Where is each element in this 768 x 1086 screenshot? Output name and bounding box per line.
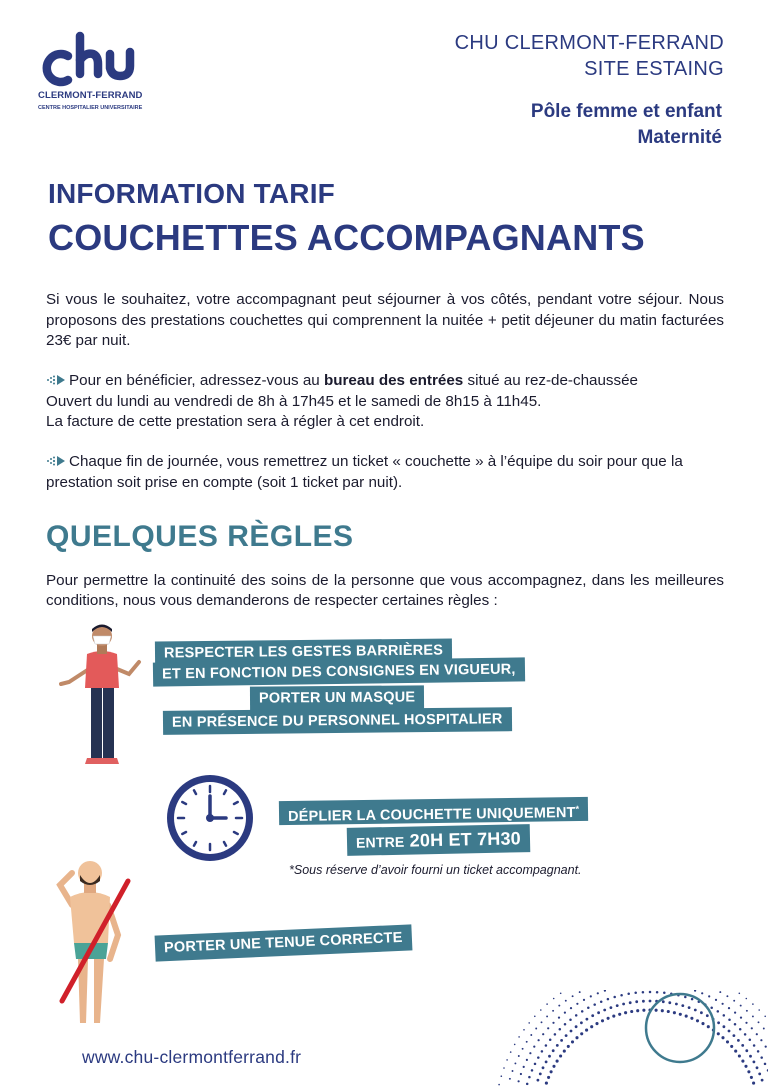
- decor-dot: [558, 1017, 560, 1019]
- dots-decoration: [420, 990, 768, 1086]
- decor-dot: [581, 1010, 584, 1013]
- decor-dot: [624, 1011, 627, 1014]
- step1-suffix: situé au rez-de-chaussée: [463, 372, 639, 389]
- decor-dot: [526, 1041, 528, 1043]
- decor-dot: [694, 1009, 697, 1012]
- decor-dot: [514, 1044, 516, 1046]
- decor-dot: [750, 1076, 753, 1079]
- decor-dot: [728, 1030, 731, 1033]
- decor-dot: [580, 1032, 583, 1035]
- decor-dot: [556, 1044, 559, 1047]
- decor-dot: [546, 1003, 548, 1005]
- decor-dot: [552, 1049, 555, 1052]
- arrow-bullet-icon: [46, 455, 66, 467]
- decor-dot: [587, 1007, 590, 1010]
- decor-dot: [569, 1018, 572, 1021]
- decor-dot: [636, 1009, 639, 1012]
- decor-dot: [538, 1039, 540, 1041]
- decor-dot: [758, 1021, 760, 1023]
- decor-dot: [708, 995, 710, 997]
- decor-dot: [575, 1014, 578, 1017]
- decor-dot: [565, 1034, 568, 1037]
- decor-dot: [518, 1080, 520, 1082]
- decor-dot: [616, 1004, 619, 1007]
- logo-caption: CENTRE HOSPITALIER UNIVERSITAIRE: [38, 105, 143, 111]
- decor-dot: [567, 1045, 570, 1048]
- decor-dot: [764, 1063, 767, 1066]
- arrow-bullet-icon: [46, 374, 66, 386]
- decor-dot: [763, 1028, 765, 1030]
- decor-dot: [691, 998, 694, 1001]
- decor-dot: [503, 1067, 505, 1069]
- decor-dot: [526, 1059, 528, 1061]
- decor-dot: [590, 1025, 593, 1028]
- decor-dot: [760, 1056, 763, 1059]
- decor-dot: [600, 1000, 603, 1003]
- decor-dot: [528, 1022, 530, 1024]
- decor-dot: [593, 1003, 596, 1006]
- decor-dot: [673, 1011, 676, 1014]
- decor-dot: [560, 993, 562, 995]
- decor-dot: [752, 1003, 754, 1005]
- decor-dot: [688, 1006, 691, 1009]
- decor-dot: [556, 1060, 559, 1063]
- decor-dot: [552, 1065, 555, 1068]
- step-ticket: [46, 452, 724, 493]
- decor-dot: [694, 990, 696, 992]
- decor-dot: [539, 1073, 542, 1076]
- department: [531, 99, 722, 151]
- decor-dot: [707, 1025, 710, 1028]
- decor-dot: [730, 1045, 733, 1048]
- decor-dot: [595, 1022, 598, 1025]
- decor-dot: [761, 1079, 764, 1082]
- decor-dot: [719, 991, 721, 993]
- decor-dot: [734, 1050, 737, 1053]
- decor-dot: [535, 1028, 537, 1030]
- decor-dot: [523, 1029, 525, 1031]
- department-line2: Maternité: [637, 127, 722, 148]
- shirtless-man-illustration: [50, 855, 140, 1035]
- decor-dot: [529, 1052, 531, 1054]
- decor-dot: [564, 1012, 566, 1014]
- decor-dot: [661, 1009, 664, 1012]
- payment-note: La facture de cette prestation sera à régler à cet endroit.: [46, 413, 425, 430]
- decor-dot: [685, 1015, 688, 1018]
- decor-dot: [630, 1010, 633, 1013]
- decor-dot: [734, 1012, 736, 1014]
- decor-dot: [722, 1003, 724, 1005]
- decor-dot: [706, 1014, 709, 1017]
- decor-dot: [554, 1033, 557, 1036]
- decor-dot: [744, 1033, 747, 1036]
- decor-dot: [717, 1032, 720, 1035]
- decor-dot: [715, 999, 717, 1001]
- decor-dot: [668, 1001, 671, 1004]
- step1-prefix: Pour en bénéficier, adressez-vous au: [69, 372, 324, 389]
- decor-dot: [570, 1007, 572, 1009]
- decor-dot: [552, 1022, 554, 1024]
- decor-dot: [717, 1010, 720, 1013]
- decor-dot: [649, 1000, 652, 1003]
- rule3-band: PORTER UNE TENUE CORRECTE: [155, 924, 413, 961]
- rule2-line2: ENTRE 20H ET 7H30: [347, 824, 530, 856]
- decor-dot: [559, 1054, 562, 1057]
- title-line1: INFORMATION TARIF: [48, 178, 335, 209]
- hospital-line2: SITE ESTAING: [584, 58, 724, 80]
- decor-dot: [701, 1022, 704, 1025]
- hospital-name: [455, 30, 724, 82]
- decor-dot: [634, 992, 637, 995]
- decor-dot: [579, 991, 581, 993]
- decor-dot: [745, 1022, 747, 1024]
- decor-dot: [576, 1003, 578, 1005]
- office-name: bureau des entrées: [323, 372, 464, 389]
- decor-dot: [723, 1025, 726, 1028]
- decor-dot: [563, 1050, 566, 1053]
- decor-dot: [756, 1033, 758, 1035]
- decor-dot: [523, 1066, 525, 1068]
- decor-dot: [728, 1007, 730, 1009]
- decor-dot: [531, 1069, 534, 1072]
- decor-dot: [741, 1044, 744, 1047]
- decor-dot: [681, 1004, 684, 1007]
- rule1-line3: PORTER UN MASQUE: [250, 685, 424, 710]
- logo-subtitle: CLERMONT-FERRAND: [38, 90, 143, 101]
- decor-dot: [509, 1078, 511, 1080]
- decor-dot: [642, 1000, 645, 1003]
- decor-dot: [749, 1055, 752, 1058]
- decor-dot: [558, 1005, 560, 1007]
- masked-person-illustration: [55, 624, 150, 766]
- decor-dot: [610, 1006, 613, 1009]
- decor-dot: [744, 1065, 747, 1068]
- decor-dot: [760, 1039, 762, 1041]
- decor-dot: [752, 1015, 754, 1017]
- decor-dot: [723, 1014, 726, 1017]
- page-title: COUCHETTES ACCOMPAGNANTS: [48, 217, 645, 258]
- decor-dot: [635, 1000, 638, 1003]
- step-office: [46, 371, 724, 433]
- decor-dot: [601, 1019, 604, 1022]
- decor-dot: [514, 1062, 516, 1064]
- rules-title: QUELQUES RÈGLES: [46, 520, 354, 553]
- hospital-line1: CHU CLERMONT-FERRAND: [454, 32, 724, 54]
- decor-dot: [559, 1028, 562, 1031]
- decor-dot: [757, 1050, 760, 1053]
- decor-dot: [534, 1016, 536, 1018]
- decor-dot: [537, 1056, 540, 1059]
- decor-dot: [756, 1066, 759, 1069]
- decor-dot: [570, 1030, 573, 1033]
- decor-dot: [506, 1059, 508, 1061]
- decor-dot: [548, 1055, 551, 1058]
- decor-dot: [541, 1050, 544, 1053]
- website-link[interactable]: www.chu-clermontferrand.fr: [82, 1047, 302, 1067]
- decor-dot: [745, 1049, 748, 1052]
- decor-dot: [627, 993, 630, 996]
- decor-dot: [547, 1076, 550, 1079]
- decor-dot: [764, 1016, 766, 1018]
- rule1-line2: ET EN FONCTION DES CONSIGNES EN VIGUEUR,: [153, 657, 525, 686]
- rule1-line4: EN PRÉSENCE DU PERSONNEL HOSPITALIER: [163, 707, 512, 735]
- decor-dot: [733, 1034, 736, 1037]
- decor-dot: [667, 1010, 670, 1013]
- decor-dot: [622, 1003, 625, 1006]
- decor-dot: [758, 1009, 760, 1011]
- decor-dot: [728, 1018, 731, 1021]
- decor-dot: [690, 1017, 693, 1020]
- decor-dot: [642, 1009, 645, 1012]
- decor-dot: [542, 1066, 545, 1069]
- decor-dot: [740, 1005, 742, 1007]
- decor-dot: [553, 998, 555, 1000]
- decor-dot: [620, 994, 623, 997]
- decor-dot: [741, 1060, 744, 1063]
- decor-dot: [747, 1070, 750, 1073]
- clock-icon: [164, 772, 256, 864]
- decor-dot: [510, 1051, 512, 1053]
- decor-dot: [575, 1025, 578, 1028]
- decor-dot: [545, 1061, 548, 1064]
- decor-dot: [739, 1028, 742, 1031]
- footnote: *Sous réserve d’avoir fourni un ticket accompagnant.: [289, 863, 582, 877]
- decor-dot: [565, 1000, 567, 1002]
- decor-dot: [753, 1061, 756, 1064]
- decor-dot: [540, 1009, 542, 1011]
- decor-dot: [603, 1009, 606, 1012]
- decor-dot: [564, 1023, 567, 1026]
- decor-dot: [528, 1076, 531, 1079]
- decor-dot: [541, 1021, 543, 1023]
- decor-dot: [663, 992, 666, 995]
- decor-dot: [549, 1039, 552, 1042]
- decor-dot: [590, 995, 592, 997]
- decor-dot: [512, 1070, 514, 1072]
- rules-intro: Pour permettre la continuité des soins de la personne que vous accompagnez, dans les meilleures conditions, nous vous demanderons de respecter certaines règles :: [46, 572, 724, 609]
- decor-dot: [717, 1021, 720, 1024]
- decor-dot: [740, 1017, 742, 1019]
- decor-dot: [751, 1027, 753, 1029]
- decor-dot: [572, 995, 574, 997]
- decor-dot: [656, 991, 659, 994]
- decor-dot: [752, 1082, 755, 1085]
- decor-dot: [629, 1001, 632, 1004]
- decor-dot: [498, 1084, 500, 1086]
- decor-dot: [749, 1039, 752, 1042]
- asterisk: *: [575, 803, 580, 815]
- decor-dot: [534, 1063, 537, 1066]
- decor-dot: [739, 993, 741, 995]
- decor-dot: [607, 1017, 610, 1020]
- decor-dot: [700, 1011, 703, 1014]
- decor-dot: [545, 1044, 548, 1047]
- decor-dot: [501, 1075, 503, 1077]
- decor-dot: [580, 1021, 583, 1024]
- decor-dot: [696, 1019, 699, 1022]
- decor-dot: [597, 1011, 600, 1014]
- decor-dot: [642, 991, 645, 994]
- decor-dot: [591, 1014, 594, 1017]
- decor-dot: [679, 1013, 682, 1016]
- decor-dot: [533, 1046, 535, 1048]
- decor-dot: [738, 1054, 741, 1057]
- decor-dot: [586, 1018, 589, 1021]
- decor-dot: [737, 1039, 740, 1042]
- decor-dot: [530, 1034, 532, 1036]
- decor-dot: [618, 1013, 621, 1016]
- decor-dot: [520, 1073, 522, 1075]
- decor-dot: [733, 1000, 735, 1002]
- decor-dot: [526, 1083, 529, 1086]
- decor-dot: [753, 1044, 756, 1047]
- decor-dot: [721, 1036, 724, 1039]
- decor-dot: [655, 1009, 658, 1012]
- decor-dot: [571, 1040, 574, 1043]
- decor-dot: [552, 1010, 554, 1012]
- decor-dot: [662, 1000, 665, 1003]
- decor-dot: [518, 1055, 520, 1057]
- decor-dot: [612, 1015, 615, 1018]
- decor-dot: [710, 1007, 713, 1010]
- decor-dot: [613, 996, 616, 999]
- decor-dot: [726, 1040, 729, 1043]
- decor-dot: [758, 1073, 761, 1076]
- intro-paragraph: Si vous le souhaitez, votre accompagnant peut séjourner à vos côtés, pendant votre séjour. Nous proposons des prestations couchettes qui comprennent la nuitée + petit déjeuner du matin facturées 23€ par nuit.: [46, 291, 724, 349]
- decor-dot: [542, 1033, 544, 1035]
- department-line1: Pôle femme et enfant: [530, 101, 722, 122]
- decor-dot: [518, 1036, 520, 1038]
- decor-dot: [585, 1029, 588, 1032]
- decor-dot: [701, 992, 703, 994]
- decor-dot: [597, 992, 599, 994]
- rule1-line1: RESPECTER LES GESTES BARRIÈRES: [155, 638, 452, 665]
- rule2-line1: DÉPLIER LA COUCHETTE UNIQUEMENT*: [279, 797, 589, 825]
- decor-dot: [765, 1046, 767, 1048]
- decor-dot: [522, 1048, 524, 1050]
- decor-dot: [726, 995, 728, 997]
- decor-dot: [550, 1070, 553, 1073]
- decor-dot: [604, 990, 606, 992]
- decor-dot: [560, 1039, 563, 1042]
- decor-dot: [545, 1082, 548, 1085]
- decor-dot: [746, 998, 748, 1000]
- decor-dot: [734, 1023, 737, 1026]
- office-hours: Ouvert du lundi au vendredi de 8h à 17h45 et le samedi de 8h15 à 11h45.: [46, 392, 542, 410]
- decor-dot: [547, 1027, 549, 1029]
- decor-dot: [684, 996, 687, 999]
- decor-dot: [537, 1079, 540, 1082]
- decor-dot: [575, 1036, 578, 1039]
- decor-dot: [675, 1003, 678, 1006]
- decor-dot: [546, 1015, 548, 1017]
- decor-dot: [583, 999, 585, 1001]
- decor-dot: [746, 1010, 748, 1012]
- decor-dot: [607, 998, 610, 1001]
- decor-dot: [649, 991, 652, 994]
- ticket-text: Chaque fin de journée, vous remettrez un ticket « couchette » à l’équipe du soir pour que la prestation soit prise en compte (soit 1 ticket par nuit).: [46, 453, 683, 491]
